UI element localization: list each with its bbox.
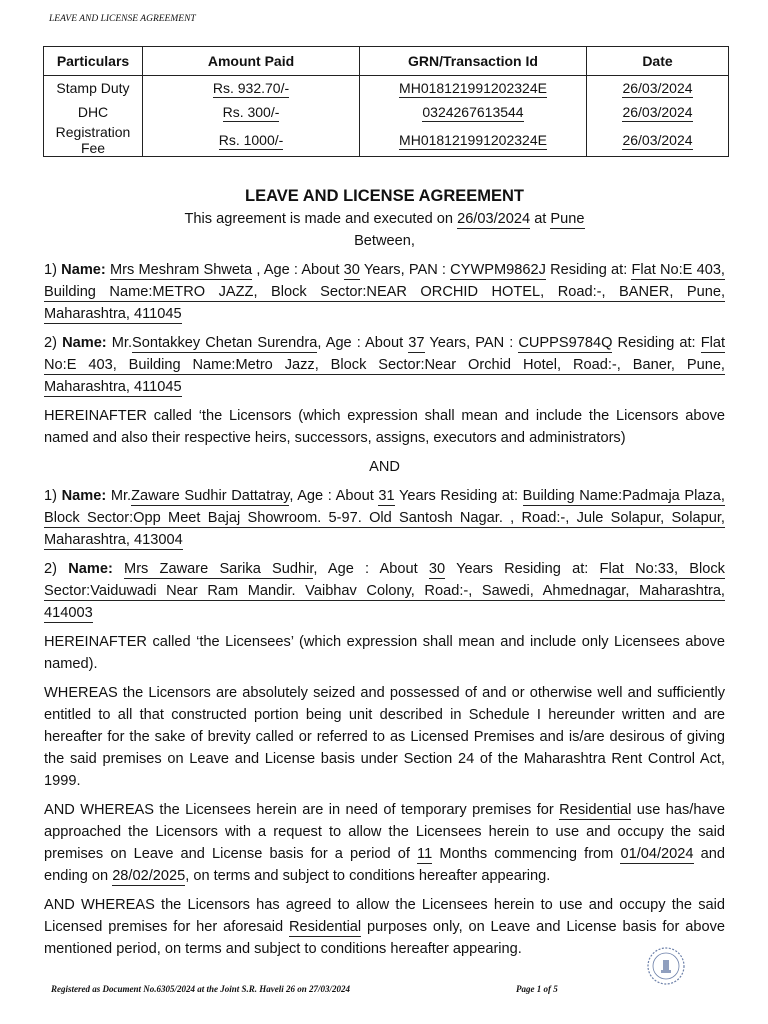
table-cell (587, 76, 729, 101)
name-label: Name: (61, 262, 106, 278)
party-name: Mrs Meshram Shweta (109, 262, 253, 278)
between-line: Between, (354, 233, 415, 249)
intro-line (44, 208, 725, 230)
party-age: 37 (408, 335, 425, 351)
party-number: 2) (44, 335, 57, 351)
age-label: , Age : About (256, 262, 340, 278)
clause-text: and ending on (44, 846, 725, 884)
registration-seal-icon (646, 946, 686, 986)
end-date: 28/02/2025 (112, 868, 186, 884)
page-number: Page 1 of 5 (516, 984, 558, 994)
amount-value: Rs. 932.70/- (212, 80, 290, 96)
pan-label: Years, PAN : (429, 335, 514, 351)
intro-text: This agreement is made and executed on (184, 211, 454, 227)
name-label: Name: (68, 561, 113, 577)
table-cell (587, 100, 729, 124)
licensee-1 (44, 485, 725, 551)
table-cell: Stamp Duty (44, 76, 143, 101)
running-header: LEAVE AND LICENSE AGREEMENT (49, 14, 196, 24)
party-age: 30 (428, 561, 446, 577)
party-address: Flat No:E 403, Building Name:Metro Jazz, Block Sector:Near Orchid Hotel, Road:-, Baner, Pune, Maharashtra, 411045 (44, 335, 726, 395)
transaction-id: MH018121991202324E (399, 80, 547, 96)
whereas-clause-2 (44, 799, 725, 887)
residence-label: Residing at: (550, 262, 628, 278)
column-header: Date (587, 47, 729, 76)
party-address: Flat No:E 403, Building Name:METRO JAZZ, Block Sector:NEAR ORCHID HOTEL, Road:-, BANER, Pune, Maharashtra, 411045 (44, 262, 725, 322)
start-date: 01/04/2024 (620, 846, 694, 862)
clause-text: purposes only, on Leave and License basis for above mentioned period, on terms and subject to conditions hereafter appearing. (44, 919, 725, 957)
table-row (44, 76, 729, 101)
party-name: Mrs Zaware Sarika Sudhir (124, 561, 314, 577)
table-cell (143, 124, 360, 157)
date-value: 26/03/2024 (622, 104, 693, 120)
licensor-2 (44, 332, 725, 398)
table-cell (360, 100, 587, 124)
name-label: Name: (62, 335, 107, 351)
execution-place: Pune (550, 211, 585, 227)
whereas-clause-3 (44, 894, 725, 960)
party-number: 1) (44, 488, 57, 504)
pan-label: Years, PAN : (363, 262, 446, 278)
licensees-clause: HEREINAFTER called ‘the Licensees’ (which expression shall mean and include only Licensees above named). (44, 634, 725, 672)
and-separator: AND (369, 459, 400, 475)
table-row (44, 100, 729, 124)
licensors-clause: HEREINAFTER called ‘the Licensors (which expression shall mean and include the Licensors above named and also their respective heirs, successors, assigns, executors and administrators) (44, 408, 725, 446)
party-age: 30 (343, 262, 360, 278)
name-label: Name: (61, 488, 107, 504)
clause-text: AND WHEREAS the Licensees herein are in need of temporary premises for (44, 802, 554, 818)
licensor-1 (44, 259, 725, 325)
residence-label: Residing at: (617, 335, 696, 351)
table-row (44, 124, 729, 157)
license-months: 11 (417, 846, 433, 862)
table-cell (360, 76, 587, 101)
party-age: 31 (378, 488, 395, 504)
party-title: Mr. (111, 335, 133, 351)
residence-label: Years Residing at: (456, 561, 589, 577)
column-header: Particulars (44, 47, 143, 76)
table-cell (143, 100, 360, 124)
age-label: , Age : About (289, 488, 374, 504)
premises-use: Residential (288, 919, 362, 935)
age-label: , Age : About (313, 561, 418, 577)
payment-table (43, 46, 729, 157)
agreement-body (44, 184, 725, 967)
party-address: Building Name:Padmaja Plaza, Block Sector:Opp Meet Bajaj Showroom. 5-97. Old Santosh Nagar. , Road:-, Jule Solapur, Solapur, Maharashtra, 413004 (44, 488, 725, 548)
column-header: GRN/Transaction Id (360, 47, 587, 76)
party-address: Flat No:33, Block Sector:Vaiduwadi Near Ram Mandir. Vaibhav Colony, Road:-, Sawedi, Ahmednagar, Maharashtra, 414003 (44, 561, 725, 621)
party-name: Sontakkey Chetan Surendra (132, 335, 318, 351)
column-header: Amount Paid (143, 47, 360, 76)
amount-value: Rs. 1000/- (218, 132, 284, 148)
age-label: , Age : About (317, 335, 404, 351)
party-name: Zaware Sudhir Dattatray (131, 488, 290, 504)
premises-use: Residential (559, 802, 632, 818)
document-title: LEAVE AND LICENSE AGREEMENT (245, 187, 524, 205)
party-title: Mr. (110, 488, 132, 504)
licensee-2 (44, 558, 725, 624)
page-footer (51, 984, 691, 994)
clause-text: AND WHEREAS the Licensors has agreed to allow the Licensees herein to use and occupy the said Licensed premises for her aforesaid (44, 897, 725, 935)
whereas-clause-1: WHEREAS the Licensors are absolutely seized and possessed of and or otherwise well and sufficiently entitled to all that constructed portion being unit described in Schedule I hereunder written and are hereafter for the sake of brevity called or referred to as Licensed Premises and is/are desirous of giving the said premises on Leave and License basis under Section 24 of the Maharashtra Rent Control Act, 1999. (44, 685, 725, 789)
registration-note: Registered as Document No.6305/2024 at the Joint S.R. Haveli 26 on 27/03/2024 (51, 984, 351, 994)
clause-text: Months commencing from (439, 846, 614, 862)
party-number: 1) (44, 262, 57, 278)
clause-text: use has/have approached the Licensors with a request to allow the Licensees herein to use and occupy the said premises on Leave and License basis for a period of (44, 802, 725, 862)
date-value: 26/03/2024 (622, 132, 693, 148)
clause-text: , on terms and subject to conditions hereafter appearing. (185, 868, 551, 884)
party-pan: CUPPS9784Q (518, 335, 613, 351)
residence-label: Years Residing at: (399, 488, 519, 504)
transaction-id: MH018121991202324E (399, 132, 547, 148)
table-header-row (44, 47, 729, 76)
table-cell: DHC (44, 100, 143, 124)
intro-text: at (534, 211, 547, 227)
table-cell (587, 124, 729, 157)
amount-value: Rs. 300/- (222, 104, 280, 120)
table-cell (143, 76, 360, 101)
date-value: 26/03/2024 (622, 80, 693, 96)
transaction-id: 0324267613544 (422, 104, 524, 120)
table-cell (360, 124, 587, 157)
party-pan: CYWPM9862J (450, 262, 546, 278)
party-number: 2) (44, 561, 57, 577)
execution-date: 26/03/2024 (457, 211, 531, 227)
table-cell: Registration Fee (44, 124, 143, 157)
